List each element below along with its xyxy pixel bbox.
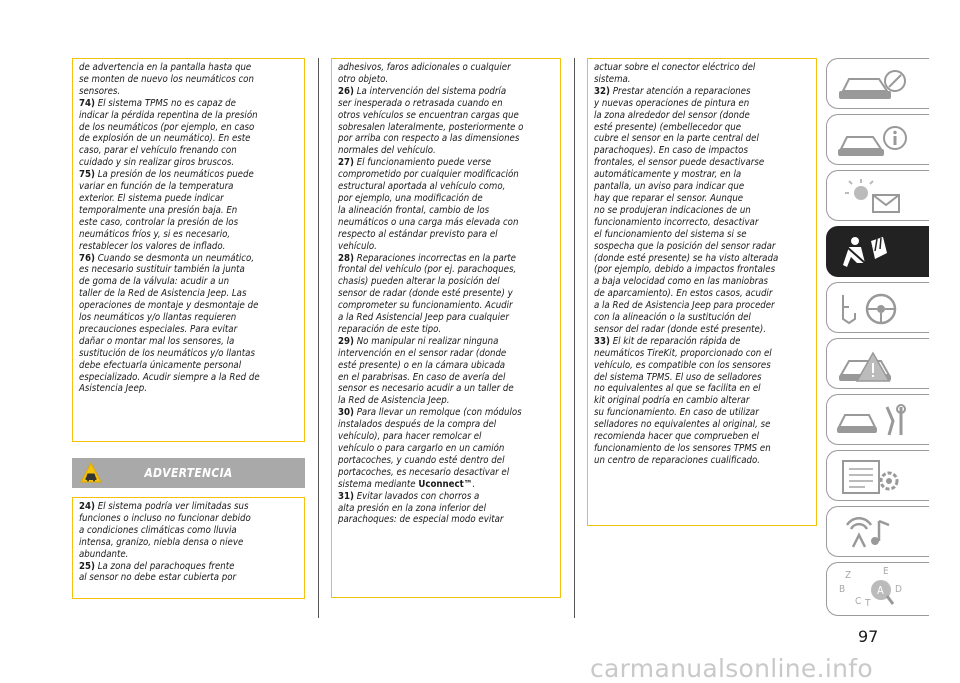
index-letter-d: D	[895, 584, 902, 595]
safety-airbag-icon	[835, 233, 915, 273]
warning-26: 26) La intervención del sistema podría ser inesperada o retrasada cuando en otros vehículos se encuentran cargas que sobresalen lateralmente, posteriormente o por arriba con respecto a las dimensiones normales del vehículo.	[338, 85, 524, 157]
warning-28: 28) Reparaciones incorrectas en la parte frontal del vehículo (por ej. parachoques, chasis) pueden alterar la posición del sensor de radar (donde esté presente) y comprometer su funcionamiento. Acudir a la Red Asistencial Jeep para cualquier reparación de este tipo.	[338, 252, 517, 335]
tab-multimedia[interactable]	[826, 506, 929, 557]
note-76: 76) Cuando se desmonta un neumático, es necesario sustituir también la junta de goma de la válvula: acudir a un taller de la Red de Asistencia Jeep. Las operaciones de montaje y desmontaje de los neumáticos y/o llantas requieren precauciones especiales. Para evitar dañar o montar mal los sensores, la sustitución de los neumáticos y/o llantas debe efectuarla únicamente personal especializado. Acudir siempre a la Red de Asistencia Jeep.	[79, 252, 260, 395]
warning-29: 29) No manipular ni realizar ninguna intervención en el sensor radar (donde esté presente) o en la cámara ubicada en el parabrisas. En caso de avería del sensor es necesario acudir a un taller de la Red de Asistencia Jeep.	[338, 335, 514, 407]
warning-30: 30) Para llevar un remolque (con módulos instalados después de la compra del vehículo), para hacer remolcar el vehículo o para cargarlo en un camión portacoches, y cuando esté dentro del portacoches, es necesario desactivar el sistema mediante Uconnect™.	[338, 407, 522, 490]
note-74: 74) El sistema TPMS no es capaz de indicar la pérdida repentina de la presión de los neumáticos (por ejemplo, en caso de explosión de un neumático). En este caso, parar el vehículo frenando con cuidado y sin realizar giros bruscos.	[79, 97, 258, 169]
warning-title: ADVERTENCIA	[144, 466, 233, 480]
index-letter-b: B	[839, 584, 846, 595]
index-letter-e: E	[883, 566, 889, 577]
index-letter-c: C	[855, 596, 862, 607]
tab-technical-data[interactable]	[826, 450, 929, 501]
warning-31: 31) Evitar lavados con chorros a alta presión en la zona inferior del parachoques: de especial modo evitar	[338, 490, 504, 526]
warning-header	[72, 458, 305, 488]
warning-25: 25) La zona del parachoques frente al sensor no debe estar cubierta por	[79, 560, 237, 584]
warning-box	[72, 497, 305, 599]
tab-warning-lights[interactable]	[826, 170, 929, 221]
warning-33: 33) El kit de reparación rápida de neumáticos TireKit, proporcionado con el vehículo, es compatible con los sensores del sistema TPMS. El uso de selladores no equivalentes al que se facilita en el kit original podría en cambio alterar su funcionamiento. En caso de utilizar selladores no equivalentes al original, se recomienda hacer que comprueben el funcionamiento de los sensores TPMS en un centro de reparaciones cualificado.	[594, 335, 772, 466]
column-1-box	[72, 58, 305, 442]
col3-top-text: actuar sobre el conector eléctrico del sistema.	[594, 62, 756, 85]
column-divider-2	[574, 58, 575, 618]
col1-top-text: de advertencia en la pantalla hasta que se monten de nuevo los neumáticos con sensores.	[79, 62, 254, 97]
technical-data-icon	[835, 457, 915, 497]
column-3-box	[587, 58, 817, 526]
index-letter-t: T	[865, 598, 871, 609]
watermark: carmanualsonline.info	[590, 654, 873, 683]
starting-driving-icon	[835, 289, 915, 329]
column-2-box	[331, 58, 561, 598]
multimedia-icon	[835, 513, 915, 553]
warning-32: 32) Prestar atención a reparaciones y nuevas operaciones de pintura en la zona alrededor del sensor (donde esté presente) (embellecedor que cubre el sensor en la parte central del parachoques). En caso de impactos frontales, el sensor puede desactivarse automáticamente y mostrar, en la pantalla, un aviso para indicar que hay que reparar el sensor. Aunque no se produjeran indicaciones de un funcionamiento incorrecto, desactivar el funcionamiento del sistema si se sospecha que la posición del sensor radar (donde esté presente) se ha visto alterada (por ejemplo, debido a impactos frontales a baja velocidad como en las maniobras de aparcamiento). En estos casos, acudir a la Red de Asistencia Jeep para proceder con la alineación o la sustitución del sensor del radar (donde esté presente).	[594, 85, 779, 335]
emergency-icon	[835, 345, 915, 385]
index-letter-a: A	[877, 584, 884, 597]
tab-car-info[interactable]	[826, 114, 929, 165]
column-divider-1	[318, 58, 319, 618]
tab-safety[interactable]	[826, 226, 929, 277]
index-letter-z: Z	[845, 570, 852, 581]
uconnect-label: Uconnect™	[418, 478, 473, 490]
warning-27: 27) El funcionamiento puede verse comprometido por cualquier modificación estructural aportada al vehículo como, por ejemplo, una modificación de la alineación frontal, cambio de los neumáticos o una carga más elevada con respecto al estándar previsto para el vehículo.	[338, 157, 519, 252]
tab-emergency[interactable]	[826, 338, 929, 389]
warning-24: 24) El sistema podría ver limitadas sus funciones o incluso no funcionar debido a condiciones climáticas como lluvia intensa, granizo, niebla densa o nieve abundante.	[79, 501, 251, 560]
tab-maintenance[interactable]	[826, 394, 929, 445]
maintenance-tools-icon	[835, 401, 915, 441]
tab-starting-driving[interactable]	[826, 282, 929, 333]
tab-dashboard[interactable]	[826, 58, 929, 109]
warning-light-envelope-icon	[835, 177, 915, 217]
car-info-icon	[835, 121, 915, 161]
tab-index[interactable]	[826, 562, 929, 616]
note-75: 75) La presión de los neumáticos puede variar en función de la temperatura exterior. El sistema puede indicar temporalmente una presión baja. En este caso, controlar la presión de los neumáticos fríos y, si es necesario, restablecer los valores de inflado.	[79, 169, 254, 252]
page-number: 97	[858, 627, 879, 646]
alphabetical-index-icon	[835, 566, 915, 610]
car-dashboard-icon	[835, 65, 915, 105]
col2-top-text: adhesivos, faros adicionales o cualquier otro objeto.	[338, 62, 511, 85]
